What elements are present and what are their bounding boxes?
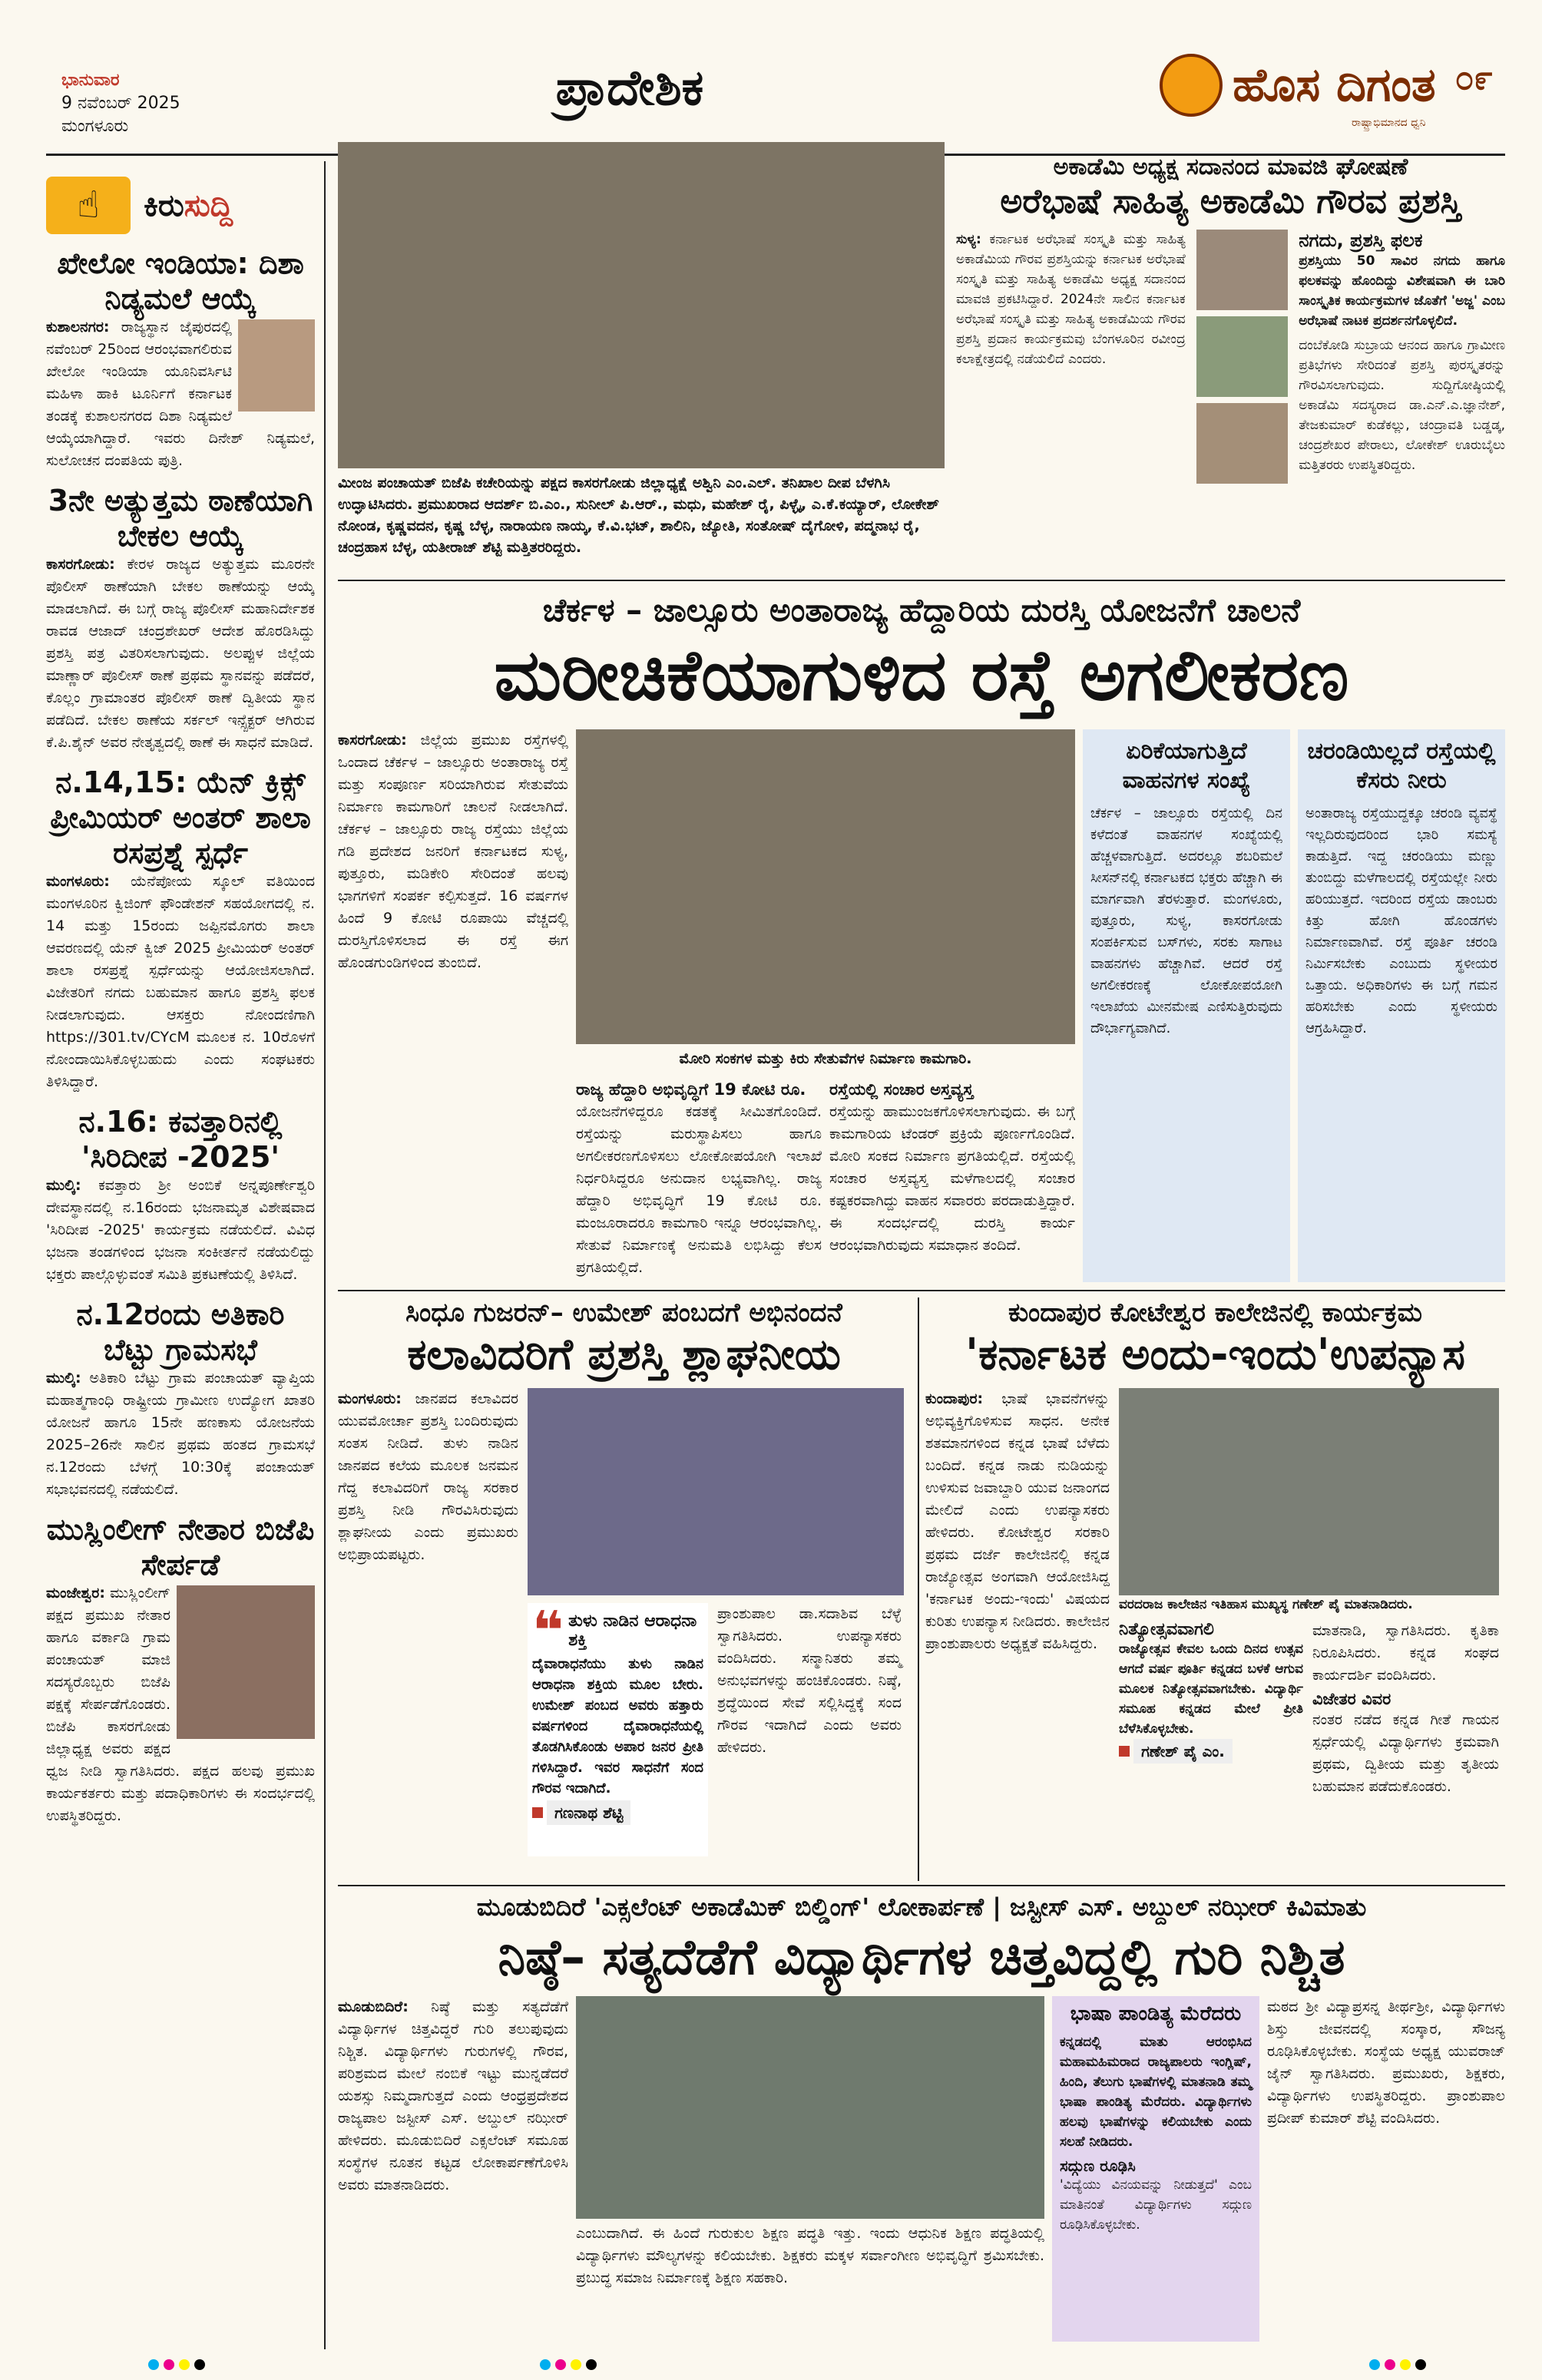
award-box-title: ನಗದು, ಪ್ರಶಸ್ತಿ ಫಲಕ	[1299, 230, 1423, 251]
hand-icon: ☝	[46, 177, 131, 234]
moodabidri-text-col1: ಮೂಡುಬಿದಿರೆ: ನಿಷ್ಠೆ ಮತ್ತು ಸತ್ಯದೆಡೆಗೆ ವಿದ್ಯಾರ್ಥಿಗಳ ಚಿತ್ತವಿದ್ದರೆ ಗುರಿ ತಲುಪುವುದು ನಿಶ್ಚಿತ. ವಿದ್ಯಾರ್ಥಿಗಳು ಗುರುಗಳಲ್ಲಿ ಗೌರವ, ಪರಿಶ್ರಮದ ಮೇಲೆ ನಂಬಿಕೆ ಇಟ್ಟು ಮುನ್ನಡೆದರೆ ಯಶಸ್ಸು ನಿಮ್ಮದಾಗುತ್ತದೆ ಎಂದು ಆಂಧ್ರಪ್ರದೇಶದ ರಾಜ್ಯಪಾಲ ಜಸ್ಟೀಸ್ ಎಸ್. ಅಬ್ದುಲ್ ನಝೀರ್ ಹೇಳಿದರು. ಮೂಡುಬಿದಿರೆ ಎಕ್ಸಲೆಂಟ್ ಸಮೂಹ ಸಂಸ್ಥೆಗಳ ನೂತನ ಕಟ್ಟಡ ಲೋಕಾರ್ಪಣೆಗೊಳಿಸಿ ಅವರು ಮಾತನಾಡಿದರು.	[338, 1998, 568, 2193]
brief-item: ಖೇಲೋ ಇಂಡಿಯಾ: ದಿಶಾ ನಿಡ್ಯಮಲೆ ಆಯ್ಕೆ ಕುಶಾಲನಗರ: ರಾಜ್ಯಸ್ಥಾನ ಜೈಪುರದಲ್ಲಿ ನವೆಂಬರ್ 25ರಿಂದ ಆರಂಭವಾಗಲಿರುವ ಖೇಲೋ ಇಂಡಿಯಾ ಯೂನಿವರ್ಸಿಟಿ ಮಹಿಳಾ ಹಾಕಿ ಟೂರ್ನಿಗೆ ಕರ್ನಾಟಕ ತಂಡಕ್ಕೆ ಕುಶಾಲನಗರದ ದಿಶಾ ನಿಡ್ಯಮಲೆ ಆಯ್ಕೆಯಾಗಿದ್ದಾರೆ. ಇವರು ದಿನೇಶ್ ನಿಡ್ಯಮಲೆ, ಸುಲೋಚನ ದಂಪತಿಯ ಪುತ್ರಿ.	[46, 246, 315, 469]
kundapura-text3: ಮಾತನಾಡಿ, ಸ್ವಾಗತಿಸಿದರು. ಕೃತಿಕಾ ನಿರೂಪಿಸಿದರು. ಕನ್ನಡ ಸಂಘದ ಕಾರ್ಯದರ್ಶಿ ವಂದಿಸಿದರು.	[1312, 1622, 1499, 1684]
brief-headline: ನ.16: ಕವತ್ತಾರಿನಲ್ಲಿ 'ಸಿರಿದೀಪ -2025'	[78, 1105, 283, 1174]
masthead	[1160, 54, 1497, 154]
black-dot-icon	[194, 2359, 205, 2370]
quote-box	[528, 1603, 708, 1856]
award-box-text: ಪ್ರಶಸ್ತಿಯು 50 ಸಾವಿರ ನಗದು ಹಾಗೂ ಫಲಕವನ್ನು ಹೊಂದಿದ್ದು ವಿಶೇಷವಾಗಿ ಈ ಬಾರಿ ಸಾಂಸ್ಕೃತಿಕ ಕಾರ್ಯಕ್ರಮಗಳ ಜೊತೆಗೆ 'ಅಜ್ಜ' ಎಂಬ ಅರೆಭಾಷೆ ನಾಟಕ ಪ್ರದರ್ಶನಗೊಳ್ಳಲಿದೆ.	[1299, 253, 1505, 329]
masthead-tagline: ರಾಷ್ಟ್ರಾಭಿಮಾನದ ಧ್ವನಿ	[1352, 117, 1426, 129]
moodabidri-text-col2: ಎಂಬುದಾಗಿದೆ. ಈ ಹಿಂದೆ ಗುರುಕುಲ ಶಿಕ್ಷಣ ಪದ್ಧತಿ ಇತ್ತು. ಇಂದು ಆಧುನಿಕ ಶಿಕ್ಷಣ ಪದ್ಧತಿಯಲ್ಲಿ ವಿದ್ಯಾರ್ಥಿಗಳು ಮೌಲ್ಯಗಳನ್ನು ಕಲಿಯಬೇಕು. ಶಿಕ್ಷಕರು ಮಕ್ಕಳ ಸರ್ವಾಂಗೀಣ ಅಭಿವೃದ್ಧಿಗೆ ಶ್ರಮಿಸಬೇಕು. ಪ್ರಬುದ್ಧ ಸಮಾಜ ನಿರ್ಮಾಣಕ್ಕೆ ಶಿಕ್ಷಣ ಸಹಕಾರಿ.	[576, 2225, 1044, 2286]
black-dot-icon	[586, 2359, 597, 2370]
kirusuddi-label	[46, 177, 315, 238]
brief-headline: ಖೇಲೋ ಇಂಡಿಯಾ: ದಿಶಾ ನಿಡ್ಯಮಲೆ ಆಯ್ಕೆ	[57, 246, 304, 316]
award-ceremony-photo	[528, 1388, 904, 1595]
bjp-join-photo	[177, 1585, 315, 1739]
brief-headline: ನ.14,15: ಯೆನ್ ಕ್ರಿಕ್ಸ್ ಪ್ರೀಮಿಯರ್ ಅಂತರ್ ಶಾಲಾ ರಸಪ್ರಶ್ನೆ ಸ್ಪರ್ಧೆ	[50, 765, 311, 870]
academy-text-col2	[1299, 230, 1505, 484]
kundapura-headline: 'ಕರ್ನಾಟಕ ಅಂದು-ಇಂದು'ಉಪನ್ಯಾಸ	[965, 1330, 1465, 1380]
sindhu-headline: ಕಲಾವಿದರಿಗೆ ಪ್ರಶಸ್ತಿ ಶ್ಲಾಘನೀಯ	[407, 1330, 841, 1380]
inauguration-photo	[576, 1996, 1044, 2219]
lead-kicker: ಚೆರ್ಕಳ – ಜಾಲ್ಸೂರು ಅಂತಾರಾಜ್ಯ ಹೆದ್ದಾರಿಯ ದುರಸ್ತಿ ಯೋಜನೆಗೆ ಚಾಲನೆ	[542, 591, 1301, 629]
virtue-subhead: ಸದ್ಗುಣ ರೂಢಿಸಿ	[1060, 2157, 1136, 2175]
bjp-office-photo	[338, 142, 945, 468]
section-rule	[338, 1885, 1505, 1886]
section-rule	[338, 580, 1505, 581]
awardee-photos	[1196, 230, 1288, 484]
lecture-photo	[1119, 1388, 1499, 1595]
vehicle-box-title: ಏರಿಕೆಯಾಗುತ್ತಿದೆ ವಾಹನಗಳ ಸಂಖ್ಯೆ	[1122, 738, 1251, 794]
vehicle-count-box	[1083, 729, 1290, 1282]
column-rule	[918, 1297, 919, 1881]
yellow-dot-icon	[571, 2359, 581, 2370]
lecture-photo-caption: ವರದರಾಜ ಕಾಲೇಜಿನ ಇತಿಹಾಸ ಮುಖ್ಯಸ್ಥ ಗಣೇಶ್ ಪೈ ಮಾತನಾಡಿದರು.	[1119, 1597, 1413, 1612]
awardee-photo	[1196, 316, 1288, 397]
brief-headline: 3ನೇ ಅತ್ಯುತ್ತಮ ಠಾಣೆಯಾಗಿ ಬೇಕಲ ಆಯ್ಕೆ	[48, 484, 313, 553]
section-rule	[338, 1290, 1505, 1291]
header-city: ಮಂಗಳೂರು	[61, 117, 129, 136]
lead-subhead: ರಸ್ತೆಯಲ್ಲಿ ಸಂಚಾರ ಅಸ್ತವ್ಯಸ್ತ	[829, 1080, 974, 1099]
left-column	[46, 246, 315, 2349]
moodabidri-headline: ನಿಷ್ಠೆ– ಸತ್ಯದೆಡೆಗೆ ವಿದ್ಯಾರ್ಥಿಗಳ ಚಿತ್ತವಿದ್ದಲ್ಲಿ ಗುರಿ ನಿಶ್ಚಿತ	[498, 1929, 1345, 1986]
yellow-dot-icon	[1400, 2359, 1411, 2370]
academy-text-col1: ಸುಳ್ಯ: ಕರ್ನಾಟಕ ಅರೆಭಾಷೆ ಸಂಸ್ಕೃತಿ ಮತ್ತು ಸಾಹಿತ್ಯ ಅಕಾಡೆಮಿಯ ಗೌರವ ಪ್ರಶಸ್ತಿಯನ್ನು ಕರ್ನಾಟಕ ಅರೆಭಾಷೆ ಸಂಸ್ಕೃತಿ ಮತ್ತು ಸಾಹಿತ್ಯ ಅಕಾಡೆಮಿ ಅಧ್ಯಕ್ಷ ಸದಾನಂದ ಮಾವಜಿ ಪ್ರಕಟಿಸಿದ್ದಾರೆ. 2024ನೇ ಸಾಲಿನ ಕರ್ನಾಟಕ ಅರೆಭಾಷೆ ಸಂಸ್ಕೃತಿ ಮತ್ತು ಸಾಹಿತ್ಯ ಅಕಾಡೆಮಿಯ ಗೌರವ ಪ್ರಶಸ್ತಿ ಪ್ರದಾನ ಕಾರ್ಯಕ್ರಮವು ಬೆಂಗಳೂರಿನ ರವೀಂದ್ರ ಕಲಾಕ್ಷೇತ್ರದಲ್ಲಿ ನಡೆಯಲಿದೆ ಎಂದರು.	[956, 232, 1186, 367]
kirusuddi-text: ಕಿರುಸುದ್ದಿ	[144, 187, 233, 223]
cyan-dot-icon	[540, 2359, 551, 2370]
vehicle-box-text: ಚೆರ್ಕಳ – ಜಾಲ್ಸೂರು ರಸ್ತೆಯಲ್ಲಿ ದಿನ ಕಳೆದಂತೆ ವಾಹನಗಳ ಸಂಖ್ಯೆಯಲ್ಲಿ ಹೆಚ್ಚಳವಾಗುತ್ತಿದೆ. ಅದರಲ್ಲೂ ಶಬರಿಮಲೆ ಸೀಸನ್‌ನಲ್ಲಿ ಕರ್ನಾಟಕದ ಭಕ್ತರು ಹೆಚ್ಚಾಗಿ ಈ ಮಾರ್ಗವಾಗಿ ತೆರಳುತ್ತಾರೆ. ಮಂಗಳೂರು, ಪುತ್ತೂರು, ಸುಳ್ಯ, ಕಾಸರಗೋಡು ಸಂಪರ್ಕಿಸುವ ಬಸ್‌ಗಳು, ಸರಕು ಸಾಗಾಟ ವಾಹನಗಳು ಹೆಚ್ಚಾಗಿವೆ. ಆದರೆ ರಸ್ತೆ ಅಗಲೀಕರಣಕ್ಕೆ ಲೋಕೋಪಯೋಗಿ ಇಲಾಖೆಯ ಮೀನಮೇಷ ಎಣಿಸುತ್ತಿರುವುದು ದೌರ್ಭಾಗ್ಯವಾಗಿದೆ.	[1090, 805, 1282, 1036]
sindhu-kicker: ಸಿಂಧೂ ಗುಜರನ್– ಉಮೇಶ್ ಪಂಬದಗೆ ಅಭಿನಂದನೆ	[405, 1297, 842, 1328]
winners-subhead: ವಿಜೇತರ ವಿವರ	[1312, 1690, 1391, 1708]
brief-headline: ಮುಸ್ಲಿಂಲೀಗ್ ನೇತಾರ ಬಿಜೆಪಿ ಸೇರ್ಪಡೆ	[46, 1512, 315, 1582]
lead-text-col2: ರಾಜ್ಯ ಹೆದ್ದಾರಿ ಅಭಿವೃದ್ಧಿಗೆ 19 ಕೋಟಿ ರೂ. ಯೋಜನೆಗಳಿದ್ದರೂ ಕಡತಕ್ಕೆ ಸೀಮಿತಗೊಂಡಿದೆ. ರಸ್ತೆಯನ್ನು ಮರುಸ್ಥಾಪಿಸಲು ಹಾಗೂ ಅಗಲೀಕರಣಗೊಳಿಸಲು ಲೋಕೋಪಯೋಗಿ ಇಲಾಖೆ ನಿರ್ಧರಿಸಿದ್ದರೂ ಅನುದಾನ ಲಭ್ಯವಾಗಿಲ್ಲ. ರಾಜ್ಯ ಹೆದ್ದಾರಿ ಅಭಿವೃದ್ಧಿಗೆ 19 ಕೋಟಿ ರೂ. ಮಂಜೂರಾದರೂ ಕಾಮಗಾರಿ ಇನ್ನೂ ಆರಂಭವಾಗಿಲ್ಲ. ಸೇತುವೆ ನಿರ್ಮಾಣಕ್ಕೆ ಅನುಮತಿ ಲಭಿಸಿದ್ದು ಕೆಲಸ ಪ್ರಗತಿಯಲ್ಲಿದೆ.	[576, 1080, 822, 1276]
author-marker-icon	[532, 1807, 543, 1818]
lead-headline: ಮರೀಚಿಕೆಯಾಗುಳಿದ ರಸ್ತೆ ಅಗಲೀಕರಣ	[494, 634, 1349, 716]
bjp-photo-caption: ಮೀಂಜ ಪಂಚಾಯತ್ ಬಿಜೆಪಿ ಕಚೇರಿಯನ್ನು ಪಕ್ಷದ ಕಾಸರಗೋಡು ಜಿಲ್ಲಾಧ್ಯಕ್ಷೆ ಅಶ್ವಿನಿ ಎಂ.ಎಲ್. ತನಿಖಾಲ ದೀಪ ಬೆಳಗಿಸಿ ಉದ್ಘಾಟಿಸಿದರು. ಪ್ರಮುಖರಾದ ಆದರ್ಶ್ ಬಿ.ಎಂ., ಸುನೀಲ್ ಪಿ.ಆರ್., ಮಧು, ಮಹೇಶ್ ರೈ, ಪಿಳ್ಳೈ, ಎ.ಕೆ.ಕಯ್ಯಾರ್, ಲೋಕೇಶ್ ನೋಂಡ, ಕೃಷ್ಣವದನ, ಕೃಷ್ಣ ಬೆಳ್ಳ, ನಾರಾಯಣ ನಾಯ್ಕ, ಕೆ.ವಿ.ಭಟ್, ಶಾಲಿನಿ, ಜ್ಯೋತಿ, ಸಂತೋಷ್ ದೈಗೋಳಿ, ಪದ್ಮನಾಭ ರೈ, ಚಂದ್ರಹಾಸ ಬೆಳ್ಳ, ಯತೀರಾಜ್ ಶೆಟ್ಟಿ ಮತ್ತಿತರರಿದ್ದರು.	[338, 474, 940, 556]
header-date: 9 ನವೆಂಬರ್ 2025	[61, 94, 180, 113]
brief-item: ನ.16: ಕವತ್ತಾರಿನಲ್ಲಿ 'ಸಿರಿದೀಪ -2025' ಮುಲ್ಕಿ: ಕವತ್ತಾರು ಶ್ರೀ ಅಂಬಿಕೆ ಅನ್ನಪೂರ್ಣೇಶ್ವರಿ ದೇವಸ್ಥಾನದಲ್ಲಿ ನ.16ರಂದು ಭಜನಾಮೃತ ವಿಶೇಷವಾದ 'ಸಿರಿದೀಪ -2025' ಕಾರ್ಯಕ್ರಮ ನಡೆಯಲಿದೆ. ವಿವಿಧ ಭಜನಾ ತಂಡಗಳಿಂದ ಭಜನಾ ಸಂಕೀರ್ತನೆ ನಡೆಯಲಿದ್ದು ಭಕ್ತರು ಪಾಲ್ಗೊಳ್ಳುವಂತೆ ಸಮಿತಿ ಪ್ರಕಟಣೆಯಲ್ಲಿ ತಿಳಿಸಿದೆ.	[46, 1105, 315, 1283]
awardee-photo	[1196, 230, 1288, 310]
language-box-title: ಭಾಷಾ ಪಾಂಡಿತ್ಯ ಮೆರೆದರು	[1070, 2002, 1242, 2025]
drainage-box	[1298, 729, 1505, 1282]
academy-kicker: ಅಕಾಡೆಮಿ ಅಧ್ಯಕ್ಷ ಸದಾನಂದ ಮಾವಜಿ ಘೋಷಣೆ	[1053, 154, 1408, 180]
nityotsava-box	[1119, 1620, 1303, 1798]
brief-headline: ನ.12ರಂದು ಅತಿಕಾರಿ ಬೆಟ್ಟು ಗ್ರಾಮಸಭೆ	[76, 1297, 285, 1367]
athlete-photo	[238, 319, 315, 412]
academy-headline: ಅರೆಭಾಷೆ ಸಾಹಿತ್ಯ ಅಕಾಡೆಮಿ ಗೌರವ ಪ್ರಶಸ್ತಿ	[1000, 182, 1461, 221]
brief-item: ನ.14,15: ಯೆನ್ ಕ್ರಿಕ್ಸ್ ಪ್ರೀಮಿಯರ್ ಅಂತರ್ ಶಾಲಾ ರಸಪ್ರಶ್ನೆ ಸ್ಪರ್ಧೆ ಮಂಗಳೂರು: ಯೆನೆಪೋಯ ಸ್ಕೂಲ್ ವತಿಯಿಂದ ಮಂಗಳೂರಿನ ಕ್ವಿಜಿಂಗ್ ಫೌಂಡೇಶನ್ ಸಹಯೋಗದಲ್ಲಿ ನ. 14 ಮತ್ತು 15ರಂದು ಜಪ್ಪಿನಮೊಗರು ಶಾಲಾ ಆವರಣದಲ್ಲಿ ಯೆನ್ ಕ್ವಿಜ್ 2025 ಪ್ರೀಮಿಯರ್ ಅಂತರ್ ಶಾಲಾ ರಸಪ್ರಶ್ನೆ ಸ್ಪರ್ಧೆಯನ್ನು ಆಯೋಜಿಸಲಾಗಿದೆ. ವಿಜೇತರಿಗೆ ನಗದು ಬಹುಮಾನ ಹಾಗೂ ಪ್ರಶಸ್ತಿ ಫಲಕ ನೀಡಲಾಗುವುದು. ಆಸಕ್ತರು ನೋಂದಣಿಗಾಗಿ https://301.tv/CYcM ಮೂಲಕ ನ. 10ರೊಳಗೆ ನೋಂದಾಯಿಸಿಕೊಳ್ಳಬಹುದು ಎಂದು ಸಂಘಟಕರು ತಿಳಿಸಿದ್ದಾರೆ.	[46, 765, 315, 1090]
brief-item: 3ನೇ ಅತ್ಯುತ್ತಮ ಠಾಣೆಯಾಗಿ ಬೇಕಲ ಆಯ್ಕೆ ಕಾಸರಗೋಡು: ಕೇರಳ ರಾಜ್ಯದ ಅತ್ಯುತ್ತಮ ಮೂರನೇ ಪೊಲೀಸ್ ಠಾಣೆಯಾಗಿ ಬೇಕಲ ಠಾಣೆಯನ್ನು ಆಯ್ಕೆ ಮಾಡಲಾಗಿದೆ. ಈ ಬಗ್ಗೆ ರಾಜ್ಯ ಪೊಲೀಸ್ ಮಹಾನಿರ್ದೇಶಕ ರಾವಡ ಆಜಾದ್ ಚಂದ್ರಶೇಖರ್ ಆದೇಶ ಹೊರಡಿಸಿದ್ದು ಪ್ರಶಸ್ತಿ ಪತ್ರ ವಿತರಿಸಲಾಗುವುದು. ಅಲಪ್ಪುಳ ಜಿಲ್ಲೆಯ ಮಾಣ್ಣಾರ್ ಪೊಲೀಸ್ ಠಾಣೆ ಪ್ರಥಮ ಸ್ಥಾನವನ್ನು ಪಡೆದರೆ, ಕೊಲ್ಲಂ ಗ್ರಾಮಾಂತರ ಪೊಲೀಸ್ ಠಾಣೆ ದ್ವಿತೀಯ ಸ್ಥಾನ ಪಡೆದಿದೆ. ಬೇಕಲ ಠಾಣೆಯ ಸರ್ಕಲ್ ಇನ್ಸ್ಪೆಕ್ಟರ್ ಆಗಿರುವ ಕೆ.ಪಿ.ಶೈನ್ ಅವರ ನೇತೃತ್ವದಲ್ಲಿ ಠಾಣೆ ಈ ಸಾಧನೆ ಮಾಡಿದೆ.	[46, 484, 315, 751]
sindhu-text-col2: ಪ್ರಾಂಶುಪಾಲ ಡಾ.ಸದಾಶಿವ ಬೆಳ್ಳೆ ಸ್ವಾಗತಿಸಿದರು. ಉಪನ್ಯಾಸಕರು ವಂದಿಸಿದರು. ಸನ್ಮಾನಿತರು ತಮ್ಮ ಅನುಭವಗಳನ್ನು ಹಂಚಿಕೊಂಡರು. ನಿಷ್ಠೆ, ಶ್ರದ್ಧೆಯಿಂದ ಸೇವೆ ಸಲ್ಲಿಸಿದ್ದಕ್ಕೆ ಸಂದ ಗೌರವ ಇದಾಗಿದೆ ಎಂದು ಅವರು ಹೇಳಿದರು.	[717, 1605, 902, 1756]
brief-item: ನ.12ರಂದು ಅತಿಕಾರಿ ಬೆಟ್ಟು ಗ್ರಾಮಸಭೆ ಮುಲ್ಕಿ: ಅತಿಕಾರಿ ಬೆಟ್ಟು ಗ್ರಾಮ ಪಂಚಾಯತ್ ವ್ಯಾಪ್ತಿಯ ಮಹಾತ್ಮಗಾಂಧಿ ರಾಷ್ಟ್ರೀಯ ಗ್ರಾಮೀಣ ಉದ್ಯೋಗ ಖಾತರಿ ಯೋಜನೆ ಹಾಗೂ 15ನೇ ಹಣಕಾಸು ಯೋಜನೆಯ 2025–26ನೇ ಸಾಲಿನ ಪ್ರಥಮ ಹಂತದ ಗ್ರಾಮಸಭೆ ನ.12ರಂದು ಬೆಳಗ್ಗೆ 10:30ಕ್ಕೆ ಪಂಚಾಯತ್ ಸಭಾಭವನದಲ್ಲಿ ನಡೆಯಲಿದೆ.	[46, 1297, 315, 1498]
kundapura-text4: ನಂತರ ನಡೆದ ಕನ್ನಡ ಗೀತೆ ಗಾಯನ ಸ್ಪರ್ಧೆಯಲ್ಲಿ ವಿದ್ಯಾರ್ಥಿಗಳು ಕ್ರಮವಾಗಿ ಪ್ರಥಮ, ದ್ವಿತೀಯ ಮತ್ತು ತೃತೀಯ ಬಹುಮಾನ ಪಡೆದುಕೊಂಡರು.	[1312, 1711, 1499, 1795]
nityotsava-title: ನಿತ್ಯೋತ್ಸವವಾಗಲಿ	[1119, 1620, 1214, 1639]
culvert-construction-photo	[576, 729, 1075, 1044]
yellow-dot-icon	[179, 2359, 190, 2370]
kundapura-text-col1: ಕುಂದಾಪುರ: ಭಾಷೆ ಭಾವನೆಗಳನ್ನು ಅಭಿವ್ಯಕ್ತಿಗೊಳಿಸುವ ಸಾಧನ. ಅನೇಕ ಶತಮಾನಗಳಿಂದ ಕನ್ನಡ ಭಾಷೆ ಬೆಳೆದು ಬಂದಿದೆ. ಕನ್ನಡ ನಾಡು ನುಡಿಯನ್ನು ಉಳಿಸುವ ಜವಾಬ್ದಾರಿ ಯುವ ಜನಾಂಗದ ಮೇಲಿದೆ ಎಂದು ಉಪನ್ಯಾಸಕರು ಹೇಳಿದರು. ಕೋಟೇಶ್ವರ ಸರಕಾರಿ ಪ್ರಥಮ ದರ್ಜೆ ಕಾಲೇಜಿನಲ್ಲಿ ಕನ್ನಡ ರಾಜ್ಯೋತ್ಸವ ಅಂಗವಾಗಿ ಆಯೋಜಿಸಿದ್ದ 'ಕರ್ನಾಟಕ ಅಂದು-ಇಂದು' ವಿಷಯದ ಕುರಿತು ಉಪನ್ಯಾಸ ನೀಡಿದರು. ಕಾಲೇಜಿನ ಪ್ರಾಂಶುಪಾಲರು ಅಧ್ಯಕ್ಷತೆ ವಹಿಸಿದ್ದರು.	[925, 1390, 1110, 1652]
language-box	[1052, 1996, 1259, 2342]
cyan-dot-icon	[1369, 2359, 1380, 2370]
black-dot-icon	[1415, 2359, 1426, 2370]
quote-title: ತುಳು ನಾಡಿನ ಆರಾಧನಾ ಶಕ್ತಿ	[568, 1611, 697, 1650]
masthead-name: ಹೊಸ ದಿಗಂತ	[1233, 58, 1436, 112]
drainage-box-title: ಚರಂಡಿಯಿಲ್ಲದೆ ರಸ್ತೆಯಲ್ಲಿ ಕೆಸರು ನೀರು	[1307, 738, 1496, 794]
culvert-photo-caption: ಮೋರಿ ಸಂಕಗಳ ಮತ್ತು ಕಿರು ಸೇತುವೆಗಳ ನಿರ್ಮಾಣ ಕಾಮಗಾರಿ.	[679, 1050, 972, 1067]
magenta-dot-icon	[1385, 2359, 1395, 2370]
moodabidri-kicker: ಮೂಡುಬಿದಿರೆ 'ಎಕ್ಸಲೆಂಟ್ ಅಕಾಡೆಮಿಕ್ ಬಿಲ್ಡಿಂಗ್' ಲೋಕಾರ್ಪಣೆ | ಜಸ್ಟೀಸ್ ಎಸ್. ಅಬ್ದುಲ್ ನಝೀರ್ ಕಿವಿಮಾತು	[476, 1892, 1367, 1922]
sindhu-story	[338, 1297, 910, 1881]
moodabidri-text-col3: ಮಠದ ಶ್ರೀ ವಿದ್ಯಾಪ್ರಸನ್ನ ತೀರ್ಥಶ್ರೀ, ವಿದ್ಯಾರ್ಥಿಗಳು ಶಿಸ್ತು ಜೀವನದಲ್ಲಿ ಸಂಸ್ಕಾರ, ಸೌಜನ್ಯ ರೂಢಿಸಿಕೊಳ್ಳಬೇಕು. ಸಂಸ್ಥೆಯ ಅಧ್ಯಕ್ಷ ಯುವರಾಜ್ ಜೈನ್ ಸ್ವಾಗತಿಸಿದರು. ಪ್ರಮುಖರು, ಶಿಕ್ಷಕರು, ವಿದ್ಯಾರ್ಥಿಗಳು ಉಪಸ್ಥಿತರಿದ್ದರು. ಪ್ರಾಂಶುಪಾಲ ಪ್ರದೀಪ್ ಕುಮಾರ್ ಶೆಟ್ಟಿ ವಂದಿಸಿದರು.	[1267, 1998, 1505, 2127]
academy-text2: ದಂಬೆಕೋಡಿ ಸುಬ್ರಾಯ ಆನಂದ ಹಾಗೂ ಗ್ರಾಮೀಣ ಪ್ರತಿಭೆಗಳು ಸೇರಿದಂತೆ ಪ್ರಶಸ್ತಿ ಪುರಸ್ಕೃತರನ್ನು ಗೌರವಿಸಲಾಗುವುದು. ಸುದ್ದಿಗೋಷ್ಠಿಯಲ್ಲಿ ಅಕಾಡೆಮಿ ಸದಸ್ಯರಾದ ಡಾ.ಎನ್.ಎ.ಜ್ಞಾನೇಶ್, ತೇಜಕುಮಾರ್ ಕುಡೆಕಲ್ಲು, ಚಂದ್ರಾವತಿ ಬಡ್ಡಡ್ಕ, ಚಂದ್ರಶೇಖರ ಪೇರಾಲು, ಲೋಕೇಶ್ ಊರುಬೈಲು ಮತ್ತಿತರರು ಉಪಸ್ಥಿತರಿದ್ದರು.	[1299, 338, 1505, 473]
quote-text: ದೈವಾರಾಧನೆಯು ತುಳು ನಾಡಿನ ಆರಾಧನಾ ಶಕ್ತಿಯ ಮೂಲ ಬೇರು. ಉಮೇಶ್ ಪಂಬದ ಅವರು ಹತ್ತಾರು ವರ್ಷಗಳಿಂದ ದೈವಾರಾಧನೆಯಲ್ಲಿ ತೊಡಗಿಸಿಕೊಂಡು ಅಪಾರ ಜನರ ಪ್ರೀತಿ ಗಳಿಸಿದ್ದಾರೆ. ಇವರ ಸಾಧನೆಗೆ ಸಂದ ಗೌರವ ಇದಾಗಿದೆ.	[532, 1656, 703, 1797]
lead-text-col1: ಕಾಸರಗೋಡು: ಜಿಲ್ಲೆಯ ಪ್ರಮುಖ ರಸ್ತೆಗಳಲ್ಲಿ ಒಂದಾದ ಚೆರ್ಕಳ – ಜಾಲ್ಸೂರು ಅಂತಾರಾಜ್ಯ ರಸ್ತೆ ಮತ್ತು ಸಂಪೂರ್ಣ ಸರಿಯಾಗಿರುವ ಸೇತುವೆಯ ನಿರ್ಮಾಣ ಕಾಮಗಾರಿಗೆ ಚಾಲನೆ ನೀಡಲಾಗಿದೆ. ಚೆರ್ಕಳ – ಜಾಲ್ಸೂರು ರಾಜ್ಯ ರಸ್ತೆಯು ಜಿಲ್ಲೆಯ ಗಡಿ ಪ್ರದೇಶದ ಜನರಿಗೆ ಕರ್ನಾಟಕದ ಸುಳ್ಯ, ಪುತ್ತೂರು, ಮಡಿಕೇರಿ ಸೇರಿದಂತೆ ಹಲವು ಭಾಗಗಳಿಗೆ ಸಂಪರ್ಕ ಕಲ್ಪಿಸುತ್ತದೆ. 16 ವರ್ಷಗಳ ಹಿಂದೆ 9 ಕೋಟಿ ರೂಪಾಯಿ ವೆಚ್ಚದಲ್ಲಿ ದುರಸ್ತಿಗೊಳಿಸಲಾದ ಈ ರಸ್ತೆ ಈಗ ಹೊಂಡಗುಂಡಿಗಳಿಂದ ತುಂಬಿದೆ.	[338, 732, 568, 971]
page-number: ೦೯	[1454, 58, 1494, 98]
nityotsava-text: ರಾಜ್ಯೋತ್ಸವ ಕೇವಲ ಒಂದು ದಿನದ ಉತ್ಸವ ಆಗದೆ ವರ್ಷ ಪೂರ್ತಿ ಕನ್ನಡದ ಬಳಕೆ ಆಗುವ ಮೂಲಕ ನಿತ್ಯೋತ್ಸವವಾಗಬೇಕು. ವಿದ್ಯಾರ್ಥಿ ಸಮೂಹ ಕನ್ನಡದ ಮೇಲೆ ಪ್ರೀತಿ ಬೆಳೆಸಿಕೊಳ್ಳಬೇಕು.	[1119, 1641, 1303, 1737]
quote-icon: ❝	[532, 1603, 564, 1662]
drainage-box-text: ಅಂತಾರಾಜ್ಯ ರಸ್ತೆಯುದ್ದಕ್ಕೂ ಚರಂಡಿ ವ್ಯವಸ್ಥೆ ಇಲ್ಲದಿರುವುದರಿಂದ ಭಾರಿ ಸಮಸ್ಯೆ ಕಾಡುತ್ತಿದೆ. ಇದ್ದ ಚರಂಡಿಯು ಮಣ್ಣು ತುಂಬಿದ್ದು ಮಳೆಗಾಲದಲ್ಲಿ ರಸ್ತೆಯಲ್ಲೇ ನೀರು ಹರಿಯುತ್ತದೆ. ಇದರಿಂದ ರಸ್ತೆಯ ಡಾಂಬರು ಕಿತ್ತು ಹೋಗಿ ಹೊಂಡಗಳು ನಿರ್ಮಾಣವಾಗಿವೆ. ರಸ್ತೆ ಪೂರ್ತಿ ಚರಂಡಿ ನಿರ್ಮಿಸಬೇಕು ಎಂಬುದು ಸ್ಥಳೀಯರ ಒತ್ತಾಯ. ಅಧಿಕಾರಿಗಳು ಈ ಬಗ್ಗೆ ಗಮನ ಹರಿಸಬೇಕು ಎಂದು ಸ್ಥಳೀಯರು ಆಗ್ರಹಿಸಿದ್ದಾರೆ.	[1305, 805, 1497, 1036]
lecture-author: ಗಣೇಶ್ ಪೈ ಎಂ.	[1133, 1739, 1233, 1764]
lead-subhead: ರಾಜ್ಯ ಹೆದ್ದಾರಿ ಅಭಿವೃದ್ಧಿಗೆ 19 ಕೋಟಿ ರೂ.	[576, 1080, 806, 1099]
registration-marks	[0, 2349, 1542, 2380]
header-day: ಭಾನುವಾರ	[61, 71, 120, 90]
section-title: ಪ್ರಾದೇಶಿಕ	[555, 60, 704, 117]
cyan-dot-icon	[148, 2359, 159, 2370]
magenta-dot-icon	[164, 2359, 174, 2370]
academy-story	[956, 154, 1505, 576]
author-marker-icon	[1119, 1746, 1130, 1757]
magenta-dot-icon	[555, 2359, 566, 2370]
column-rule	[324, 161, 326, 2349]
quote-author: ಗಣನಾಥ ಶೆಟ್ಟಿ	[547, 1800, 630, 1825]
brief-item: ಮುಸ್ಲಿಂಲೀಗ್ ನೇತಾರ ಬಿಜೆಪಿ ಸೇರ್ಪಡೆ ಮಂಜೇಶ್ವರ: ಮುಸ್ಲಿಂಲೀಗ್ ಪಕ್ಷದ ಪ್ರಮುಖ ನೇತಾರ ಹಾಗೂ ವರ್ಕಾಡಿ ಗ್ರಾಮ ಪಂಚಾಯತ್ ಮಾಜಿ ಸದಸ್ಯರೊಬ್ಬರು ಬಿಜೆಪಿ ಪಕ್ಷಕ್ಕೆ ಸೇರ್ಪಡೆಗೊಂಡರು. ಬಿಜೆಪಿ ಕಾಸರಗೋಡು ಜಿಲ್ಲಾಧ್ಯಕ್ಷ ಅವರು ಪಕ್ಷದ ಧ್ವಜ ನೀಡಿ ಸ್ವಾಗತಿಸಿದರು. ಪಕ್ಷದ ಹಲವು ಪ್ರಮುಖ ಕಾರ್ಯಕರ್ತರು ಮತ್ತು ಪದಾಧಿಕಾರಿಗಳು ಈ ಸಂದರ್ಭದಲ್ಲಿ ಉಪಸ್ಥಿತರಿದ್ದರು.	[46, 1512, 315, 1824]
virtue-text: 'ವಿದ್ಯೆಯು ವಿನಯವನ್ನು ನೀಡುತ್ತದೆ' ಎಂಬ ಮಾತಿನಂತೆ ವಿದ್ಯಾರ್ಥಿಗಳು ಸದ್ಗುಣ ರೂಢಿಸಿಕೊಳ್ಳಬೇಕು.	[1060, 2177, 1252, 2233]
sindhu-text-col1: ಮಂಗಳೂರು: ಜಾನಪದ ಕಲಾವಿದರ ಯುವಮೋರ್ಚಾ ಪ್ರಶಸ್ತಿ ಬಂದಿರುವುದು ಸಂತಸ ನೀಡಿದೆ. ತುಳು ನಾಡಿನ ಜಾನಪದ ಕಲೆಯ ಮೂಲಕ ಜನಮನ ಗೆದ್ದ ಕಲಾವಿದರಿಗೆ ರಾಜ್ಯ ಸರಕಾರ ಪ್ರಶಸ್ತಿ ನೀಡಿ ಗೌರವಿಸಿರುವುದು ಶ್ಲಾಘನೀಯ ಎಂದು ಪ್ರಮುಖರು ಅಭಿಪ್ರಾಯಪಟ್ಟರು.	[338, 1390, 519, 1563]
masthead-logo-icon	[1160, 54, 1223, 117]
kundapura-kicker: ಕುಂದಾಪುರ ಕೋಟೇಶ್ವರ ಕಾಲೇಜಿನಲ್ಲಿ ಕಾರ್ಯಕ್ರಮ	[1008, 1297, 1422, 1328]
language-box-text: ಕನ್ನಡದಲ್ಲಿ ಮಾತು ಆರಂಭಿಸಿದ ಮಹಾಮಹಿಮರಾದ ರಾಜ್ಯಪಾಲರು ಇಂಗ್ಲಿಷ್, ಹಿಂದಿ, ತೆಲುಗು ಭಾಷೆಗಳಲ್ಲಿ ಮಾತನಾಡಿ ತಮ್ಮ ಭಾಷಾ ಪಾಂಡಿತ್ಯ ಮೆರೆದರು. ವಿದ್ಯಾರ್ಥಿಗಳು ಹಲವು ಭಾಷೆಗಳನ್ನು ಕಲಿಯಬೇಕು ಎಂದು ಸಲಹೆ ನೀಡಿದರು.	[1060, 2035, 1252, 2150]
awardee-photo	[1196, 403, 1288, 484]
lead-text-col3: ರಸ್ತೆಯಲ್ಲಿ ಸಂಚಾರ ಅಸ್ತವ್ಯಸ್ತ ರಸ್ತೆಯನ್ನು ಹಾಮುಂಜಕಗೊಳಿಸಲಾಗುವುದು. ಈ ಬಗ್ಗೆ ಕಾಮಗಾರಿಯ ಟೆಂಡರ್ ಪ್ರಕ್ರಿಯೆ ಪೂರ್ಣಗೊಂಡಿದೆ. ಮೋರಿ ಸಂಕದ ನಿರ್ಮಾಣ ಪ್ರಗತಿಯಲ್ಲಿದೆ. ರಸ್ತೆಯಲ್ಲಿ ಸಂಚಾರ ಅಸ್ತವ್ಯಸ್ತ ಮಳೆಗಾಲದಲ್ಲಿ ಸಂಚಾರ ಕಷ್ಟಕರವಾಗಿದ್ದು ವಾಹನ ಸವಾರರು ಪರದಾಡುತ್ತಿದ್ದಾರೆ. ಈ ಸಂದರ್ಭದಲ್ಲಿ ದುರಸ್ತಿ ಕಾರ್ಯ ಆರಂಭವಾಗಿರುವುದು ಸಮಾಧಾನ ತಂದಿದೆ.	[829, 1080, 1075, 1254]
kundapura-story	[925, 1297, 1505, 1881]
header-meta	[61, 69, 246, 138]
